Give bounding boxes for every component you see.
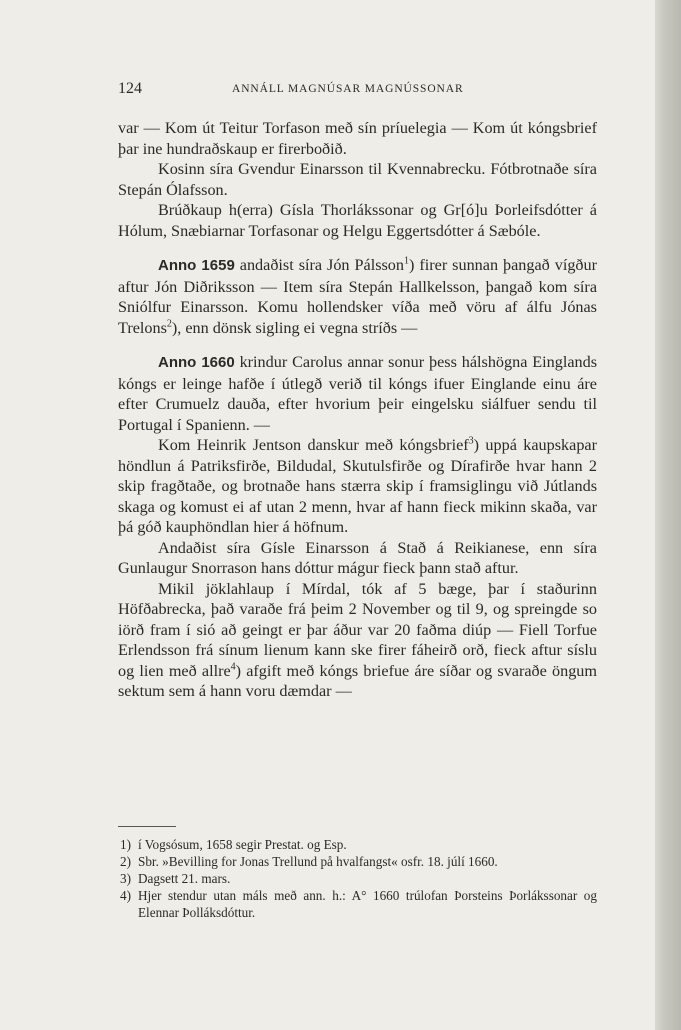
paragraph-text: krindur Carolus annar sonur þess hálshögna Einglands kóngs er leinge hafðe í útlegð verið til kóngs ifuer Einglande einu áre efter Crumuelz dauða, efter hvorium þeir eingelsku siálfuer sendu til Portugal í Spanienn. — [118,353,597,434]
footnote-mark: 2) [120,854,131,869]
main-text [118,118,597,702]
paragraph-text: Mikil jöklahlaup í Mírdal, tók af 5 bæge, þar í staðurinn Höfðabrecka, það varaðe frá þeim 2 November og til 9, og spreingde so iörð fram í sió að geingt er þar áður var 20 faðma diúp — Fiell Torfue Erlendsson frá sínum lienum kann ske firer fáheirð orð, fieck aftur síslu og lien með allre [118,579,597,680]
footnote-3 [118,870,597,887]
book-gutter-shadow [655,0,681,1030]
footnotes [118,836,597,921]
paragraph-text: Kom Heinrik Jentson danskur með kóngsbrief [158,436,469,454]
footnote-text: í Vogsósum, 1658 segir Prestat. og Esp. [138,837,347,852]
footnote-divider [118,826,176,827]
paragraph-3: Brúðkaup h(erra) Gísla Thorlákssonar og Gr[ó]u Þorleifsdótter á Hólum, Snæbiarnar Torfasonar og Helgu Eggertsdótter á Sæbóle. [118,201,597,240]
footnote-ref-2: 2 [166,318,172,330]
footnote-mark: 4) [120,888,131,903]
page-number: 124 [118,80,142,97]
footnote-mark: 1) [120,837,131,852]
paragraph-1: var — Kom út Teitur Torfason með sín príuelegia — Kom út kóngsbrief þar ine hundraðskaup er firerboðið. [118,119,597,158]
paragraph-text: ) uppá kaupskapar höndlun á Patriksfirðe, Bildudal, Skutulsfirðe og Dírafirðe hvar hann 2 skip fragðtaðe, og brotnaðe hans stærra skip í framsiglingu við Jútlands skaga og komust ei af utan 2 menn, hvar af hann fieck mikinn skaða, var þá góð kauphöndlan hier á höfnum. [118,436,597,536]
footnote-ref-1: 1 [403,255,409,267]
footnote-1 [118,836,597,853]
paragraph-7: Andaðist síra Gísle Einarsson á Stað á Reikianese, enn síra Gunlaugur Snorrason hans dóttur mágur fieck þann stað aftur. [118,538,597,577]
footnote-ref-3: 3 [468,435,474,447]
footnote-text: Hjer stendur utan máls með ann. h.: A° 1660 trúlofan Þorsteins Þorlákssonar og Elennar Þolláksdóttur. [138,888,597,920]
paragraph-text: andaðist síra Jón Pálsson [234,256,404,274]
footnote-4 [118,887,597,921]
paragraph-text: ) firer sunnan þangað vígður aftur Jón Diðriksson — Item síra Stepán Hallkelsson, þangað kom síra Sniólfur Einarsson. Komu hollendsker víða með vöru af álfu Jónas Trelons [118,256,597,337]
paragraph-anno-1660 [118,352,597,435]
year-heading-1659: Anno 1659 [158,257,235,274]
paragraph-6 [118,435,597,538]
paragraph-2: Kosinn síra Gvendur Einarsson til Kvennabrecku. Fótbrotnaðe síra Stepán Ólafsson. [118,160,597,199]
footnote-ref-4: 4 [230,661,236,673]
footnote-mark: 3) [120,871,131,886]
paragraph-text: ) afgift með kóngs briefue áre síðar og svaraðe öngum sektum sem á hann voru dæmdar — [118,661,597,700]
page-header [118,80,598,102]
paragraph-8 [118,579,597,702]
footnote-2 [118,853,597,870]
footnote-text: Dagsett 21. mars. [138,871,231,886]
paragraph-anno-1659 [118,255,597,338]
paragraph-text: ), enn dönsk sigling ei vegna stríðs — [171,318,418,337]
running-head: ANNÁLL MAGNÚSAR MAGNÚSSONAR [232,83,464,95]
footnote-text: Sbr. »Bevilling for Jonas Trellund på hvalfangst« osfr. 18. júlí 1660. [138,854,498,869]
year-heading-1660: Anno 1660 [158,354,235,371]
